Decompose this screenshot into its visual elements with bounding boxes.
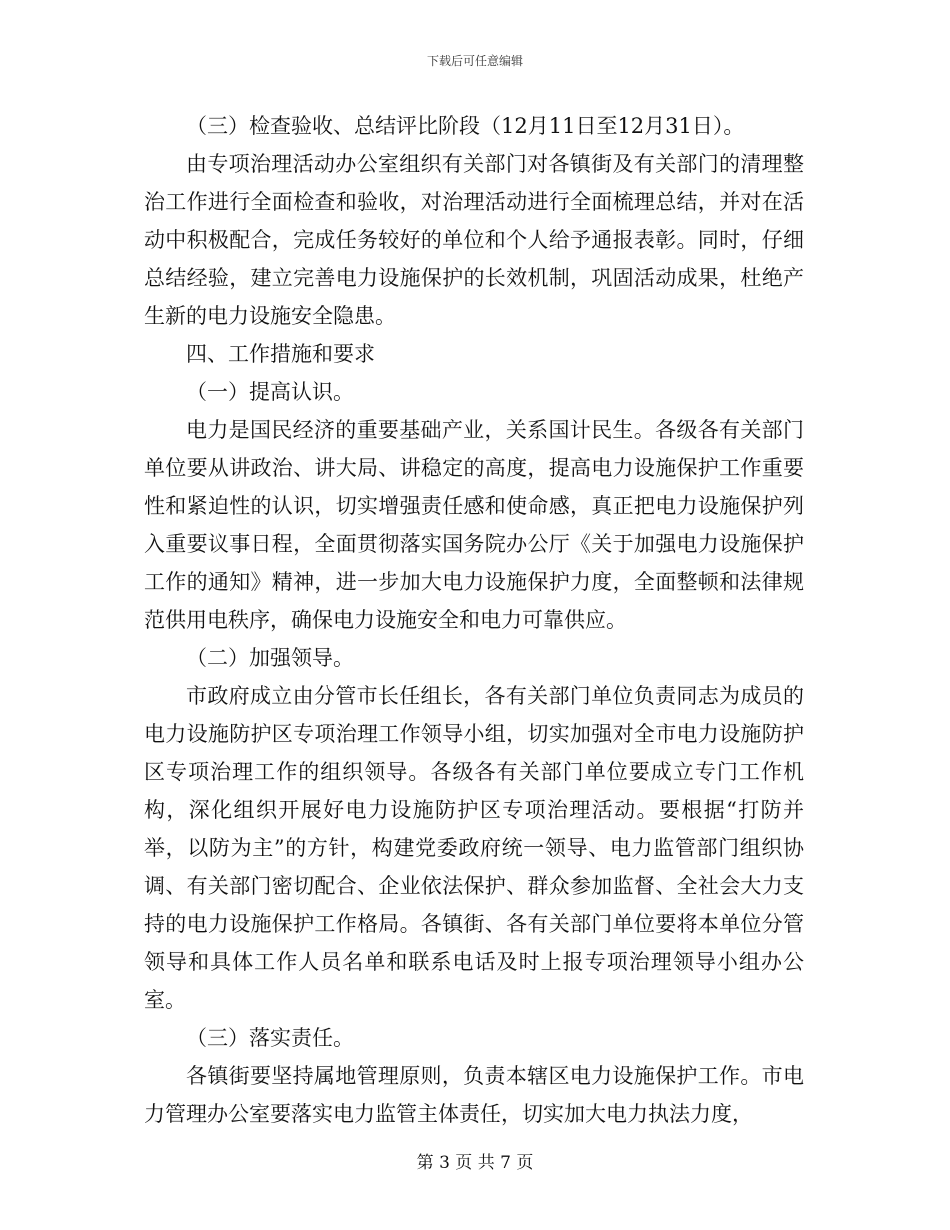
paragraph-inspection: 由专项治理活动办公室组织有关部门对各镇街及有关部门的清理整治工作进行全面检查和验收，对治理活动进行全面梳理总结，并对在活动中积极配合，完成任务较好的单位和个人给予通报表彰。同时，仔细总结经验，建立完善电力设施保护的长效机制，巩固活动成果，杜绝产生新的电力设施安全隐患。	[144, 152, 804, 328]
page-footer: 第 3 页 共 7 页	[416, 1153, 534, 1173]
page-header: 下载后可任意编辑	[426, 54, 523, 68]
subheading-leadership: （二）加强领导。	[186, 646, 354, 670]
section-heading-inspection: （三）检查验收、总结评比阶段（12月11日至12月31日）。	[186, 114, 745, 138]
document-body	[144, 107, 804, 1133]
section-heading-measures: 四、工作措施和要求	[186, 342, 375, 366]
paragraph-awareness: 电力是国民经济的重要基础产业，关系国计民生。各级各有关部门单位要从讲政治、讲大局、讲稳定的高度，提高电力设施保护工作重要性和紧迫性的认识，切实增强责任感和使命感，真正把电力设施保护列入重要议事日程，全面贯彻落实国务院办公厅《关于加强电力设施保护工作的通知》精神，进一步加大电力设施保护力度，全面整顿和法律规范供用电秩序，确保电力设施安全和电力可靠供应。	[144, 418, 804, 632]
paragraph-responsibility: 各镇街要坚持属地管理原则，负责本辖区电力设施保护工作。市电力管理办公室要落实电力监管主体责任，切实加大电力执法力度，	[144, 1064, 804, 1126]
subheading-awareness: （一）提高认识。	[186, 380, 354, 404]
subheading-responsibility: （三）落实责任。	[186, 1026, 354, 1050]
paragraph-leadership: 市政府成立由分管市长任组长，各有关部门单位负责同志为成员的电力设施防护区专项治理工作领导小组，切实加强对全市电力设施防护区专项治理工作的组织领导。各级各有关部门单位要成立专门工作机构，深化组织开展好电力设施防护区专项治理活动。要根据“打防并举，以防为主”的方针，构建党委政府统一领导、电力监管部门组织协调、有关部门密切配合、企业依法保护、群众参加监督、全社会大力支持的电力设施保护工作格局。各镇街、各有关部门单位要将本单位分管领导和具体工作人员名单和联系电话及时上报专项治理领导小组办公室。	[144, 684, 804, 1012]
